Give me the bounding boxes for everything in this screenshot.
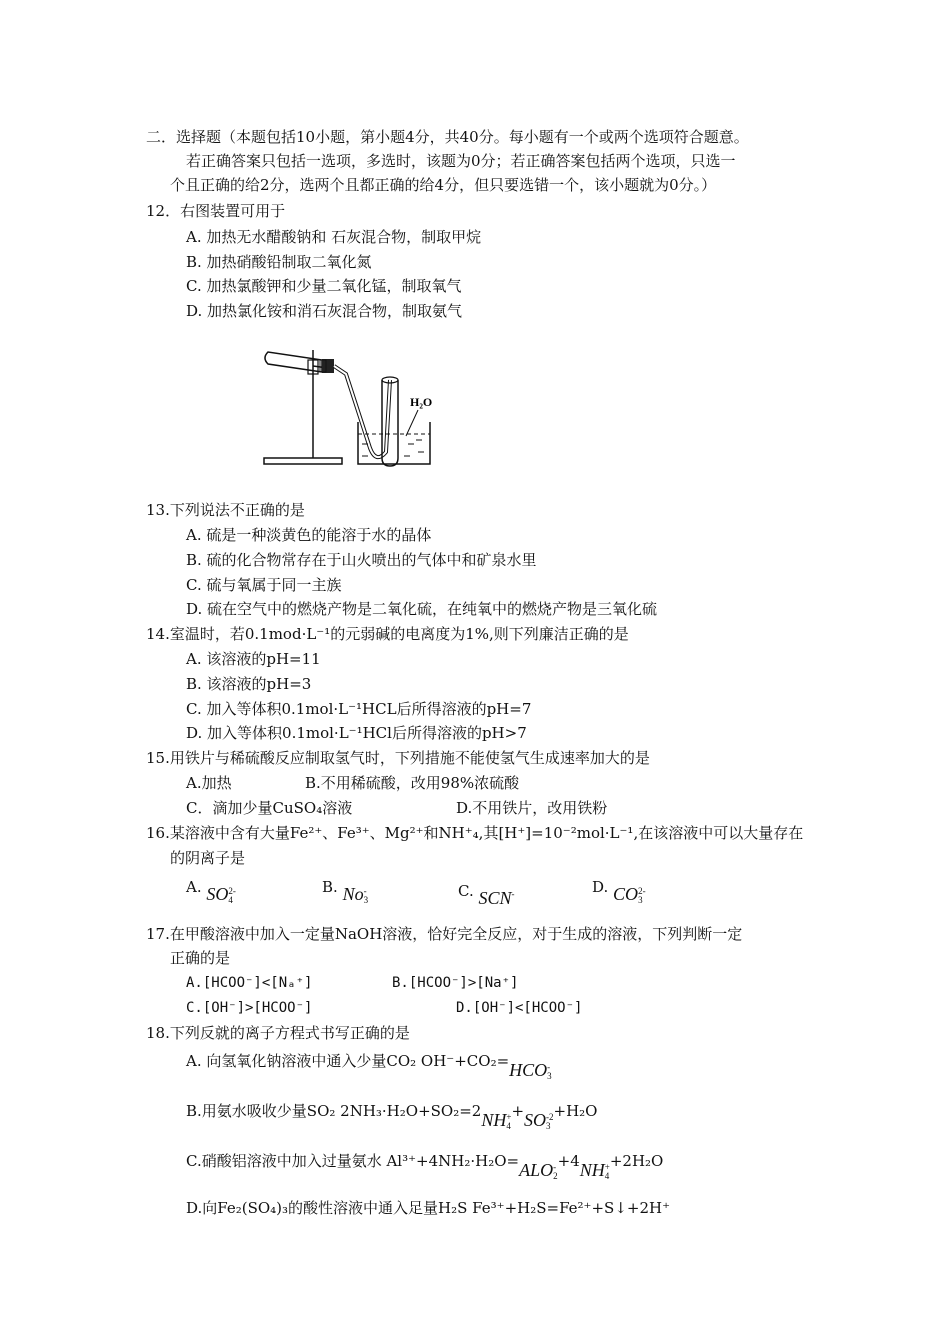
q13-option-c: C. 硫与氧属于同一主族 (186, 576, 342, 594)
section-heading: 二．选择题（本题包括10小题，第小题4分，共40分。每小题有一个或两个选项符合题意。 (146, 128, 749, 146)
q15-stem: 15.用铁片与稀硫酸反应制取氢气时，下列措施不能使氢气生成速率加大的是 (146, 749, 650, 767)
q17-stem: 17.在甲酸溶液中加入一定量NaOH溶液，恰好完全反应，对于生成的溶液，下列判断一定 (146, 925, 743, 943)
q15-option-b: B.不用稀硫酸，改用98%浓硫酸 (305, 774, 520, 792)
q12-option-c: C. 加热氯酸钾和少量二氧化锰，制取氧气 (186, 277, 462, 295)
q16-option-c: C. SCN- (458, 882, 515, 908)
q14-option-b: B. 该溶液的pH=3 (186, 675, 312, 693)
q16-option-d: D. CO 2- 3 (592, 878, 646, 905)
q18-stem: 18.下列反就的离子方程式书写正确的是 (146, 1024, 410, 1042)
q14-option-c: C. 加入等体积0.1mol·L⁻¹HCL后所得溶液的pH=7 (186, 700, 532, 718)
stopper (322, 359, 334, 373)
figure-label-h2o: H₂O (410, 395, 433, 409)
q17-option-d: D.[OH⁻]<[HCOO⁻] (456, 1000, 583, 1016)
q12-stem: 12．右图装置可用于 (146, 202, 286, 220)
section-instructions-line3: 个且正确的给2分，选两个且都正确的给4分，但只要选错一个，该小题就为0分。） (170, 176, 717, 194)
q13-option-a: A. 硫是一种淡黄色的能溶于水的晶体 (186, 526, 432, 544)
q17-stem-line2: 正确的是 (170, 949, 231, 967)
q13-option-d: D. 硫在空气中的燃烧产物是二氧化硫，在纯氧中的燃烧产物是三氧化硫 (186, 600, 658, 618)
q15-option-c: C．滴加少量CuSO₄溶液 (186, 799, 353, 817)
apparatus-figure (258, 340, 438, 470)
q13-option-b: B. 硫的化合物常存在于山火喷出的气体中和矿泉水里 (186, 551, 537, 569)
q16-stem-line2: 的阴离子是 (170, 849, 246, 867)
q18-option-d: D.向Fe₂(SO₄)₃的酸性溶液中通入足量H₂S Fe³⁺+H₂S=Fe²⁺+S↓+2H⁺ (186, 1199, 671, 1217)
q12-option-a: A. 加热无水醋酸钠和 石灰混合物，制取甲烷 (186, 228, 482, 246)
q12-option-d: D. 加热氯化铵和消石灰混合物，制取氨气 (186, 302, 463, 320)
q14-option-d: D. 加入等体积0.1mol·L⁻¹HCl后所得溶液的pH>7 (186, 724, 527, 742)
q18-option-b: B.用氨水吸收少量SO₂ 2NH₃·H₂O+SO₂=2NH + 4 +SO -2 3 +H₂O (186, 1102, 598, 1131)
q14-option-a: A. 该溶液的pH=11 (186, 650, 321, 668)
q17-option-c: C.[OH⁻]>[HCOO⁻] (186, 1000, 313, 1016)
q16-option-b: B. No - 3 (322, 878, 369, 905)
q18-option-c: C.硝酸铝溶液中加入过量氨水 Al³⁺+4NH₂·H₂O=ALO - 2 +4NH + 4 +2H₂O (186, 1152, 664, 1181)
q16-stem: 16.某溶液中含有大量Fe²⁺、Fe³⁺、Mg²⁺和NH⁺₄,其[H⁺]=10⁻²mol·L⁻¹,在该溶液中可以大量存在 (146, 824, 804, 842)
q13-stem: 13.下列说法不正确的是 (146, 501, 305, 519)
q15-option-a: A.加热 (186, 774, 232, 792)
q18-option-a: A. 向氢氧化钠溶液中通入少量CO₂ OH⁻+CO₂=HCO - 3 (186, 1052, 552, 1081)
q15-option-d: D.不用铁片，改用铁粉 (456, 799, 608, 817)
q17-option-b: B.[HCOO⁻]>[Na⁺] (392, 975, 519, 991)
stand-base (264, 458, 342, 464)
q14-stem: 14.室温时，若0.1mod·L⁻¹的元弱碱的电离度为1%,则下列廉洁正确的是 (146, 625, 629, 643)
q17-option-a: A.[HCOO⁻]<[Nₐ⁺] (186, 975, 313, 991)
q16-option-a: A. SO 2- 4 (186, 878, 236, 905)
section-instructions-line2: 若正确答案只包括一选项，多选时，该题为0分；若正确答案包括两个选项，只选一 (186, 152, 736, 170)
q12-option-b: B. 加热硝酸铅制取二氧化氮 (186, 253, 372, 271)
